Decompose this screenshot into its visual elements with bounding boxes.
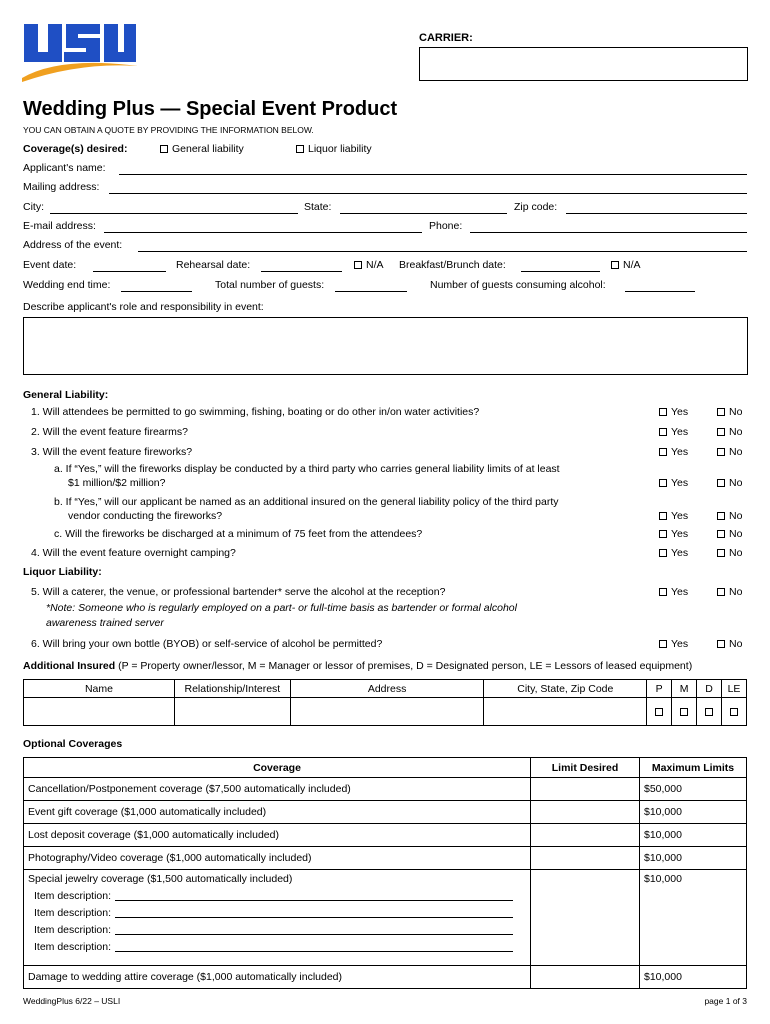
optional-coverages-table [23,757,747,989]
q1-yes[interactable]: Yes [659,406,688,418]
checkbox-icon [717,549,725,557]
checkbox-icon [659,479,667,487]
applicant-name-label: Applicant's name: [23,162,106,174]
col-name: Name [24,680,175,698]
jewelry-coverage-cell [24,870,531,966]
maximum-limit: $10,000 [640,870,747,966]
mailing-address-field[interactable] [109,193,747,194]
question-3c: c. Will the fireworks be discharged at a minimum of 75 feet from the attendees? [54,528,423,540]
footer-page-number: page 1 of 3 [704,996,747,1006]
maximum-limit: $10,000 [640,966,747,989]
ai-address-cell[interactable] [290,698,484,726]
coverage-name: Lost deposit coverage ($1,000 automatically included) [24,824,531,847]
ai-le-checkbox[interactable] [721,698,746,726]
q3-yes[interactable]: Yes [659,446,688,458]
additional-insured-title: Additional Insured [23,660,116,672]
general-liability-option[interactable]: General liability [160,143,244,155]
table-row [24,778,747,801]
checkbox-icon [659,549,667,557]
maximum-limit: $50,000 [640,778,747,801]
col-city-state-zip: City, State, Zip Code [484,680,647,698]
q5-no[interactable]: No [717,586,742,598]
event-date-field[interactable] [93,271,166,272]
limit-desired-cell[interactable] [531,870,640,966]
event-date-label: Event date: [23,259,77,271]
breakfast-date-label: Breakfast/Brunch date: [399,259,506,271]
checkbox-icon [296,145,304,153]
checkbox-icon [659,428,667,436]
coverage-name: Cancellation/Postponement coverage ($7,500 automatically included) [24,778,531,801]
applicant-name-field[interactable] [119,174,747,175]
item-description-field[interactable] [115,951,513,952]
coverage-name: Damage to wedding attire coverage ($1,000 automatically included) [24,966,531,989]
city-field[interactable] [50,213,298,214]
q1-no[interactable]: No [717,406,742,418]
col-relationship: Relationship/Interest [174,680,290,698]
q3b-yes[interactable]: Yes [659,510,688,522]
event-address-field[interactable] [138,251,747,252]
breakfast-na-option[interactable]: N/A [611,259,641,271]
carrier-label: CARRIER: [419,32,473,44]
q3c-yes[interactable]: Yes [659,528,688,540]
col-maximum-limits: Maximum Limits [640,758,747,778]
table-header-row [24,680,747,698]
usli-logo [20,20,140,82]
coverage-label: Coverage(s) desired: [23,143,128,155]
q3b-no[interactable]: No [717,510,742,522]
question-3: 3. Will the event feature fireworks? [31,446,193,458]
rehearsal-na-option[interactable]: N/A [354,259,384,271]
rehearsal-date-label: Rehearsal date: [176,259,251,271]
item-description-field[interactable] [115,934,513,935]
question-3b-line2: vendor conducting the fireworks? [68,510,223,522]
additional-insured-table [23,679,747,726]
table-header-row [24,758,747,778]
general-liability-heading: General Liability: [23,389,109,401]
bartender-note-line1: *Note: Someone who is regularly employed on a part- or full-time basis as bartender or formal alcohol [46,602,517,614]
question-4: 4. Will the event feature overnight camping? [31,547,236,559]
q2-no[interactable]: No [717,426,742,438]
rehearsal-date-field[interactable] [261,271,342,272]
alcohol-guests-field[interactable] [625,291,695,292]
total-guests-label: Total number of guests: [215,279,325,291]
city-label: City: [23,201,44,213]
checkbox-icon [705,708,713,716]
state-label: State: [304,201,332,213]
q5-yes[interactable]: Yes [659,586,688,598]
limit-desired-cell[interactable] [531,824,640,847]
question-6: 6. Will bring your own bottle (BYOB) or self-service of alcohol be permitted? [31,638,383,650]
question-2: 2. Will the event feature firearms? [31,426,188,438]
limit-desired-cell[interactable] [531,801,640,824]
limit-desired-cell[interactable] [531,966,640,989]
maximum-limit: $10,000 [640,801,747,824]
additional-insured-heading [23,660,692,672]
state-field[interactable] [340,213,507,214]
table-row [24,847,747,870]
limit-desired-cell[interactable] [531,778,640,801]
zip-field[interactable] [566,213,747,214]
checkbox-icon [717,530,725,538]
table-row [24,698,747,726]
ai-p-checkbox[interactable] [647,698,672,726]
event-address-label: Address of the event: [23,239,123,251]
q4-no[interactable]: No [717,547,742,559]
ai-d-checkbox[interactable] [697,698,722,726]
breakfast-date-field[interactable] [521,271,600,272]
checkbox-icon [717,448,725,456]
usli-logo-graphic [20,20,140,82]
checkbox-icon [680,708,688,716]
alcohol-guests-label: Number of guests consuming alcohol: [430,279,606,291]
item-description-row: Item description: [28,907,526,919]
end-time-label: Wedding end time: [23,279,111,291]
coverage-name: Event gift coverage ($1,000 automatically included) [24,801,531,824]
q6-yes[interactable]: Yes [659,638,688,650]
liquor-liability-heading: Liquor Liability: [23,566,102,578]
zip-label: Zip code: [514,201,558,213]
checkbox-icon [659,408,667,416]
email-field[interactable] [104,232,422,233]
col-m: M [672,680,697,698]
checkbox-icon [659,448,667,456]
item-description-row: Item description: [28,941,526,953]
coverage-name: Photography/Video coverage ($1,000 automatically included) [24,847,531,870]
q3a-no[interactable]: No [717,477,742,489]
item-description-field[interactable] [115,900,513,901]
checkbox-icon [717,428,725,436]
end-time-field[interactable] [121,291,192,292]
checkbox-icon [730,708,738,716]
page-title: Wedding Plus — Special Event Product [23,98,398,120]
ai-name-cell[interactable] [24,698,175,726]
col-limit-desired: Limit Desired [531,758,640,778]
carrier-field[interactable] [419,47,748,81]
item-description-row: Item description: [28,924,526,936]
checkbox-icon [717,479,725,487]
email-label: E-mail address: [23,220,96,232]
total-guests-field[interactable] [335,291,407,292]
col-coverage: Coverage [24,758,531,778]
checkbox-icon [160,145,168,153]
table-row [24,801,747,824]
maximum-limit: $10,000 [640,824,747,847]
table-row [24,824,747,847]
footer-form-id: WeddingPlus 6/22 – USLI [23,996,121,1006]
limit-desired-cell[interactable] [531,847,640,870]
q6-no[interactable]: No [717,638,742,650]
liquor-liability-option[interactable]: Liquor liability [296,143,372,155]
question-3a-line2: $1 million/$2 million? [68,477,166,489]
checkbox-icon [659,588,667,596]
item-description-field[interactable] [115,917,513,918]
describe-role-box[interactable] [23,317,748,375]
checkbox-icon [659,640,667,648]
checkbox-icon [717,588,725,596]
col-d: D [697,680,722,698]
ai-city-cell[interactable] [484,698,647,726]
col-le: LE [721,680,746,698]
checkbox-icon [611,261,619,269]
col-address: Address [290,680,484,698]
checkbox-icon [354,261,362,269]
maximum-limit: $10,000 [640,847,747,870]
question-1: 1. Will attendees be permitted to go swimming, fishing, boating or do other in/on water activities? [31,406,480,418]
col-p: P [647,680,672,698]
checkbox-icon [659,512,667,520]
bartender-note-line2: awareness trained server [46,617,164,629]
ai-m-checkbox[interactable] [672,698,697,726]
page-subtitle: YOU CAN OBTAIN A QUOTE BY PROVIDING THE INFORMATION BELOW. [23,125,314,135]
phone-field[interactable] [470,232,747,233]
checkbox-icon [717,512,725,520]
question-3a-line1: a. If “Yes,” will the fireworks display be conducted by a third party who carries general liability limits of at least [54,463,560,475]
additional-insured-legend: (P = Property owner/lessor, M = Manager or lessor of premises, D = Designated person, LE = Lessors of leased equipment) [118,660,693,672]
question-3b-line1: b. If “Yes,” will our applicant be named as an additional insured on the general liability policy of the third party [54,496,559,508]
phone-label: Phone: [429,220,463,232]
checkbox-icon [717,640,725,648]
optional-coverages-heading: Optional Coverages [23,738,123,750]
checkbox-icon [659,530,667,538]
q4-yes[interactable]: Yes [659,547,688,559]
checkbox-icon [655,708,663,716]
item-description-row: Item description: [28,890,526,902]
table-row [24,966,747,989]
question-5: 5. Will a caterer, the venue, or professional bartender* serve the alcohol at the reception? [31,586,446,598]
mailing-address-label: Mailing address: [23,181,100,193]
ai-relationship-cell[interactable] [174,698,290,726]
table-row-jewelry [24,870,747,966]
q3c-no[interactable]: No [717,528,742,540]
checkbox-icon [717,408,725,416]
describe-role-label: Describe applicant's role and responsibility in event: [23,301,264,313]
q3-no[interactable]: No [717,446,742,458]
q2-yes[interactable]: Yes [659,426,688,438]
q3a-yes[interactable]: Yes [659,477,688,489]
coverage-name: Special jewelry coverage ($1,500 automatically included) [28,873,293,885]
